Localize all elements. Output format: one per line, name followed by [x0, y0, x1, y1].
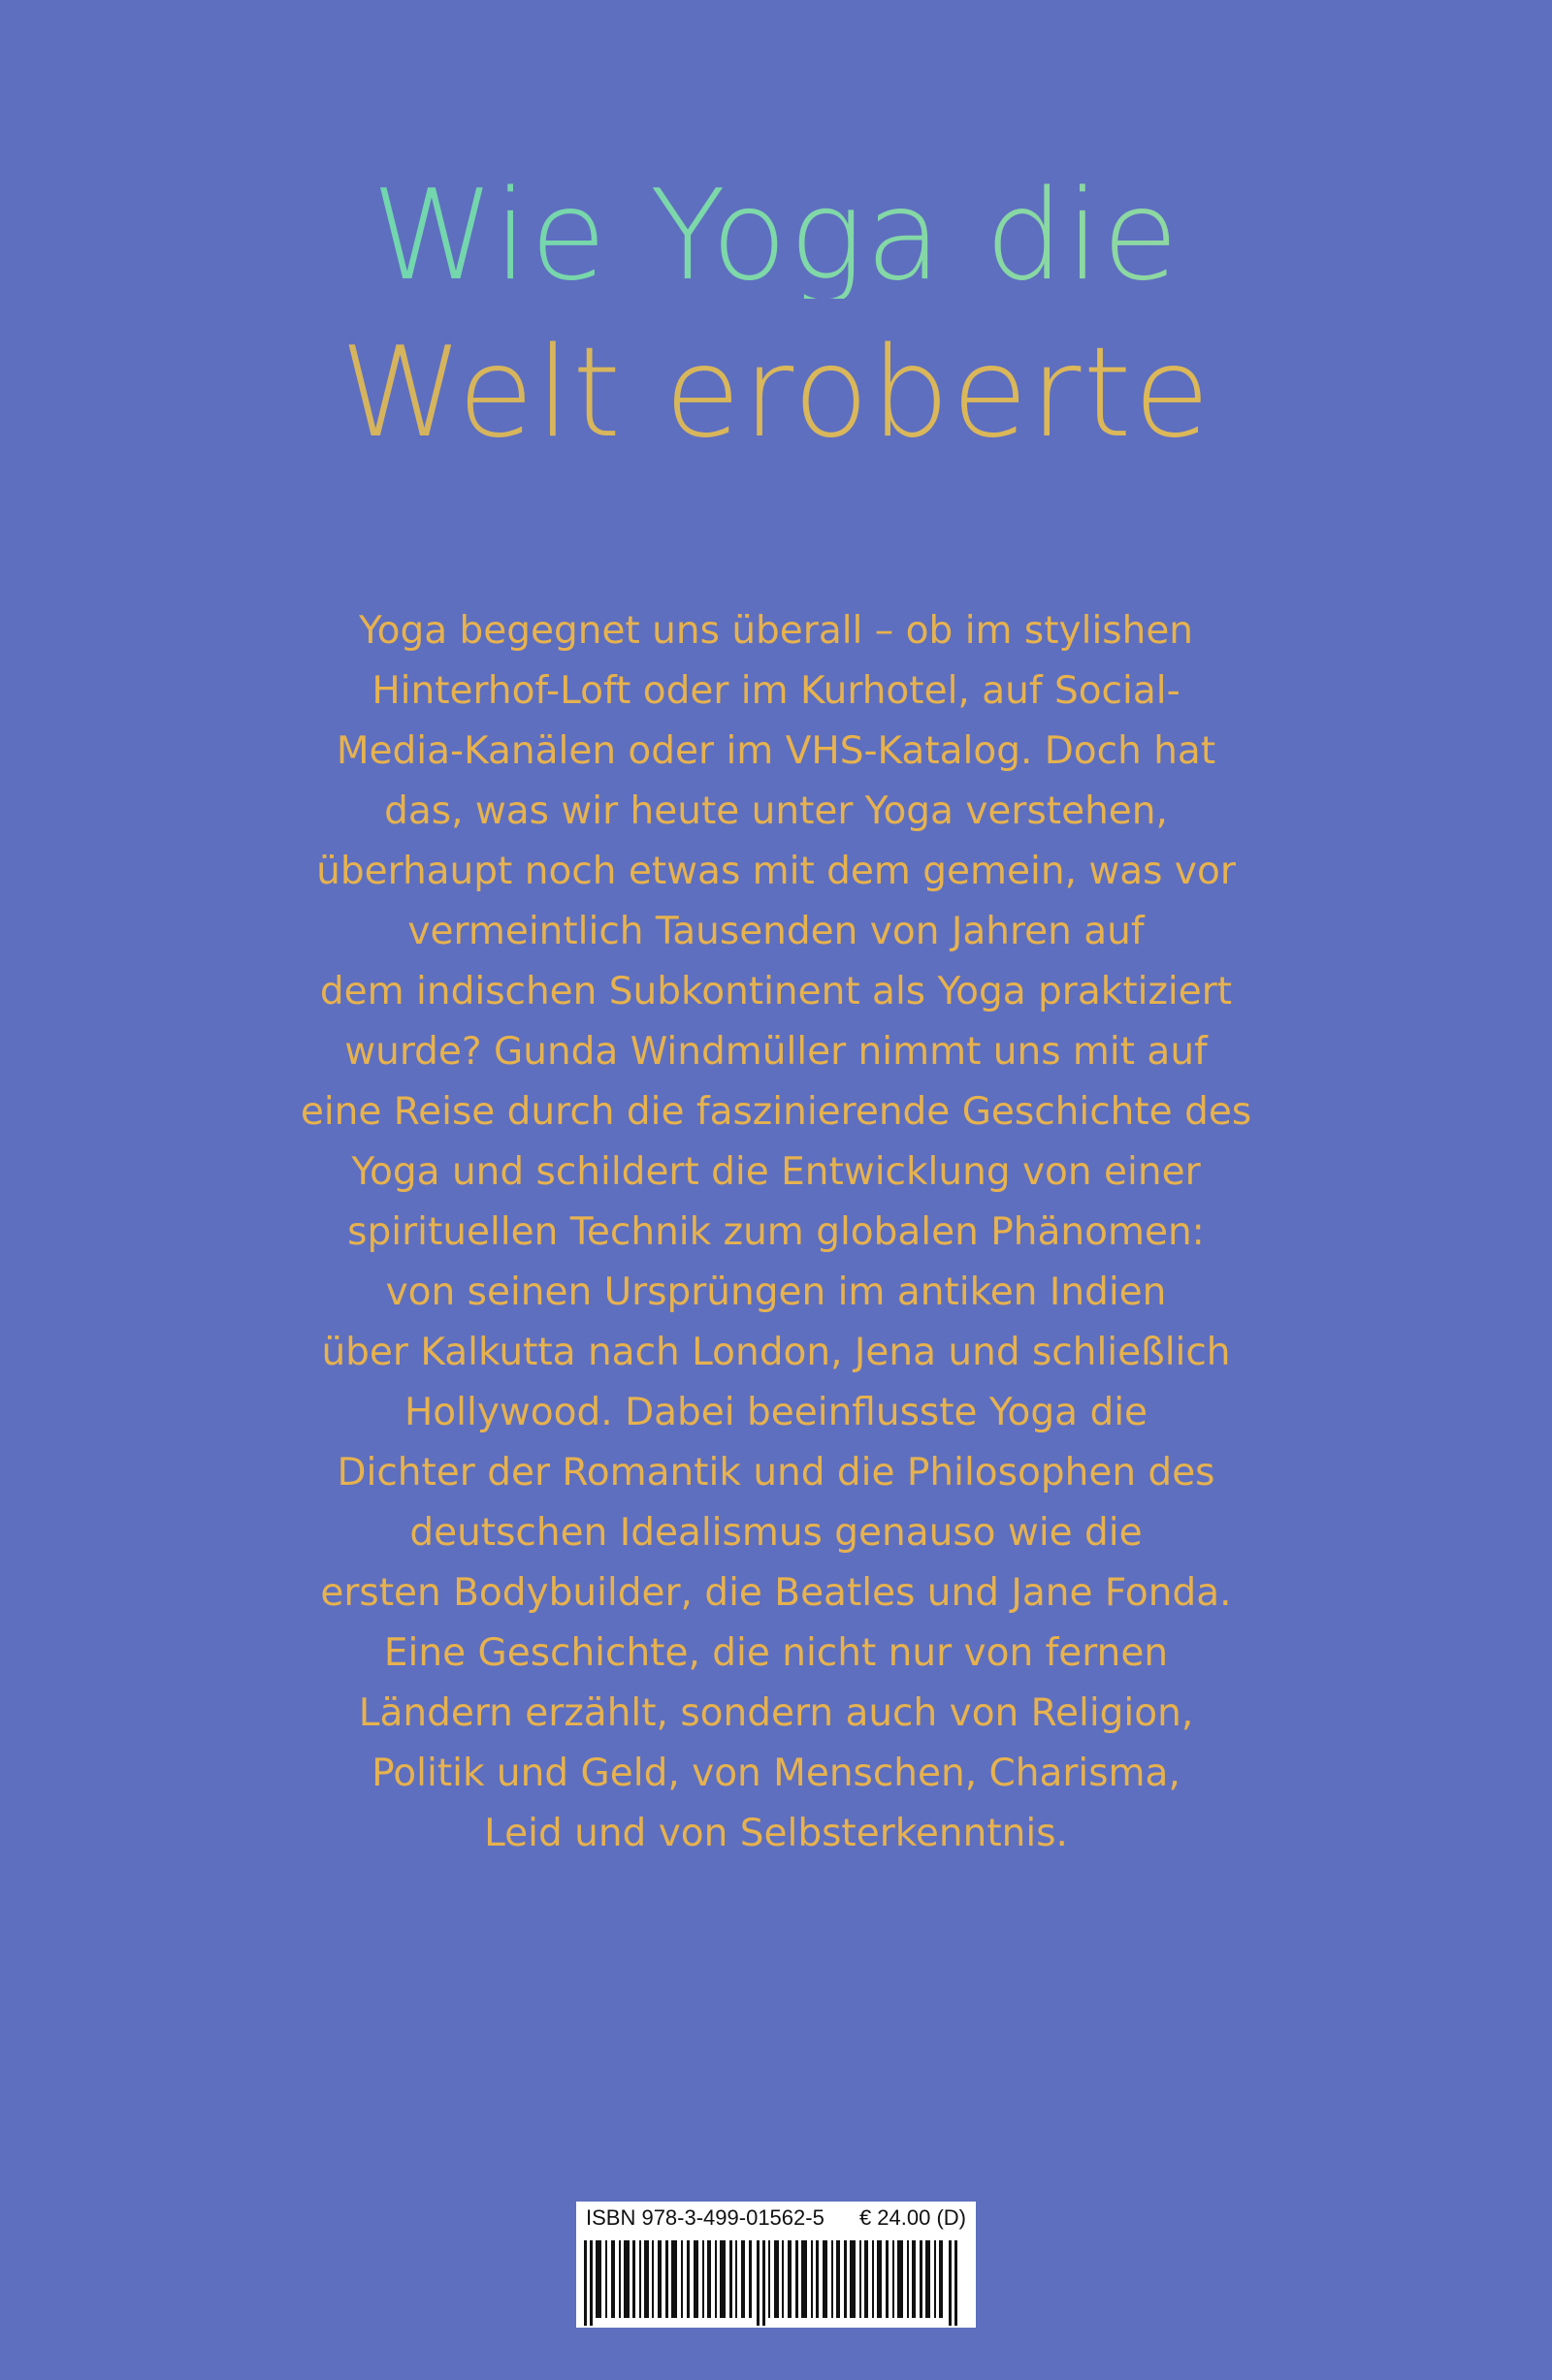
blurb-line: Yoga begegnet uns überall – ob im stylishen: [358, 609, 1194, 653]
blurb-line: Eine Geschichte, die nicht nur von fernen: [383, 1631, 1169, 1675]
blurb-line: dem indischen Subkontinent als Yoga praktiziert: [319, 970, 1233, 1013]
blurb-line: Hollywood. Dabei beeinflusste Yoga die: [404, 1391, 1148, 1434]
title-line-2: Welt eroberte: [0, 332, 1552, 456]
barcode-block: [576, 2202, 976, 2328]
blurb-line: von seinen Ursprüngen im antiken Indien: [385, 1270, 1167, 1314]
barcode-icon: [576, 2240, 976, 2326]
blurb-line: Yoga und schildert die Entwicklung von einer: [351, 1150, 1201, 1194]
blurb-line: Hinterhof-Loft oder im Kurhotel, auf Social-: [372, 669, 1180, 713]
isbn-label: ISBN 978-3-499-01562-5: [586, 2205, 824, 2230]
blurb-line: ersten Bodybuilder, die Beatles und Jane Fonda.: [320, 1571, 1232, 1615]
blurb-line: Dichter der Romantik und die Philosophen des: [337, 1451, 1215, 1495]
blurb-line: deutschen Idealismus genauso wie die: [409, 1511, 1143, 1555]
blurb-line: Politik und Geld, von Menschen, Charisma,: [372, 1752, 1180, 1795]
blurb-line: wurde? Gunda Windmüller nimmt uns mit auf: [344, 1030, 1208, 1074]
price-label: € 24.00 (D): [858, 2205, 966, 2230]
title-line-1: Wie Yoga die: [0, 175, 1552, 299]
barcode-text: [586, 2205, 966, 2231]
blurb-line: vermeintlich Tausenden von Jahren auf: [407, 910, 1145, 953]
blurb-line: spirituellen Technik zum globalen Phänomen:: [347, 1210, 1205, 1254]
blurb-line: Media-Kanälen oder im VHS-Katalog. Doch hat: [336, 729, 1216, 773]
blurb-line: Leid und von Selbsterkenntnis.: [484, 1812, 1068, 1855]
blurb-line: Ländern erzählt, sondern auch von Religion,: [358, 1691, 1194, 1735]
blurb-line: das, was wir heute unter Yoga verstehen,: [384, 789, 1168, 833]
blurb-line: überhaupt noch etwas mit dem gemein, was vor: [316, 850, 1236, 893]
blurb-line: eine Reise durch die faszinierende Geschichte des: [300, 1090, 1252, 1134]
blurb-text: [0, 601, 1552, 1864]
blurb-line: über Kalkutta nach London, Jena und schließlich: [321, 1331, 1231, 1374]
